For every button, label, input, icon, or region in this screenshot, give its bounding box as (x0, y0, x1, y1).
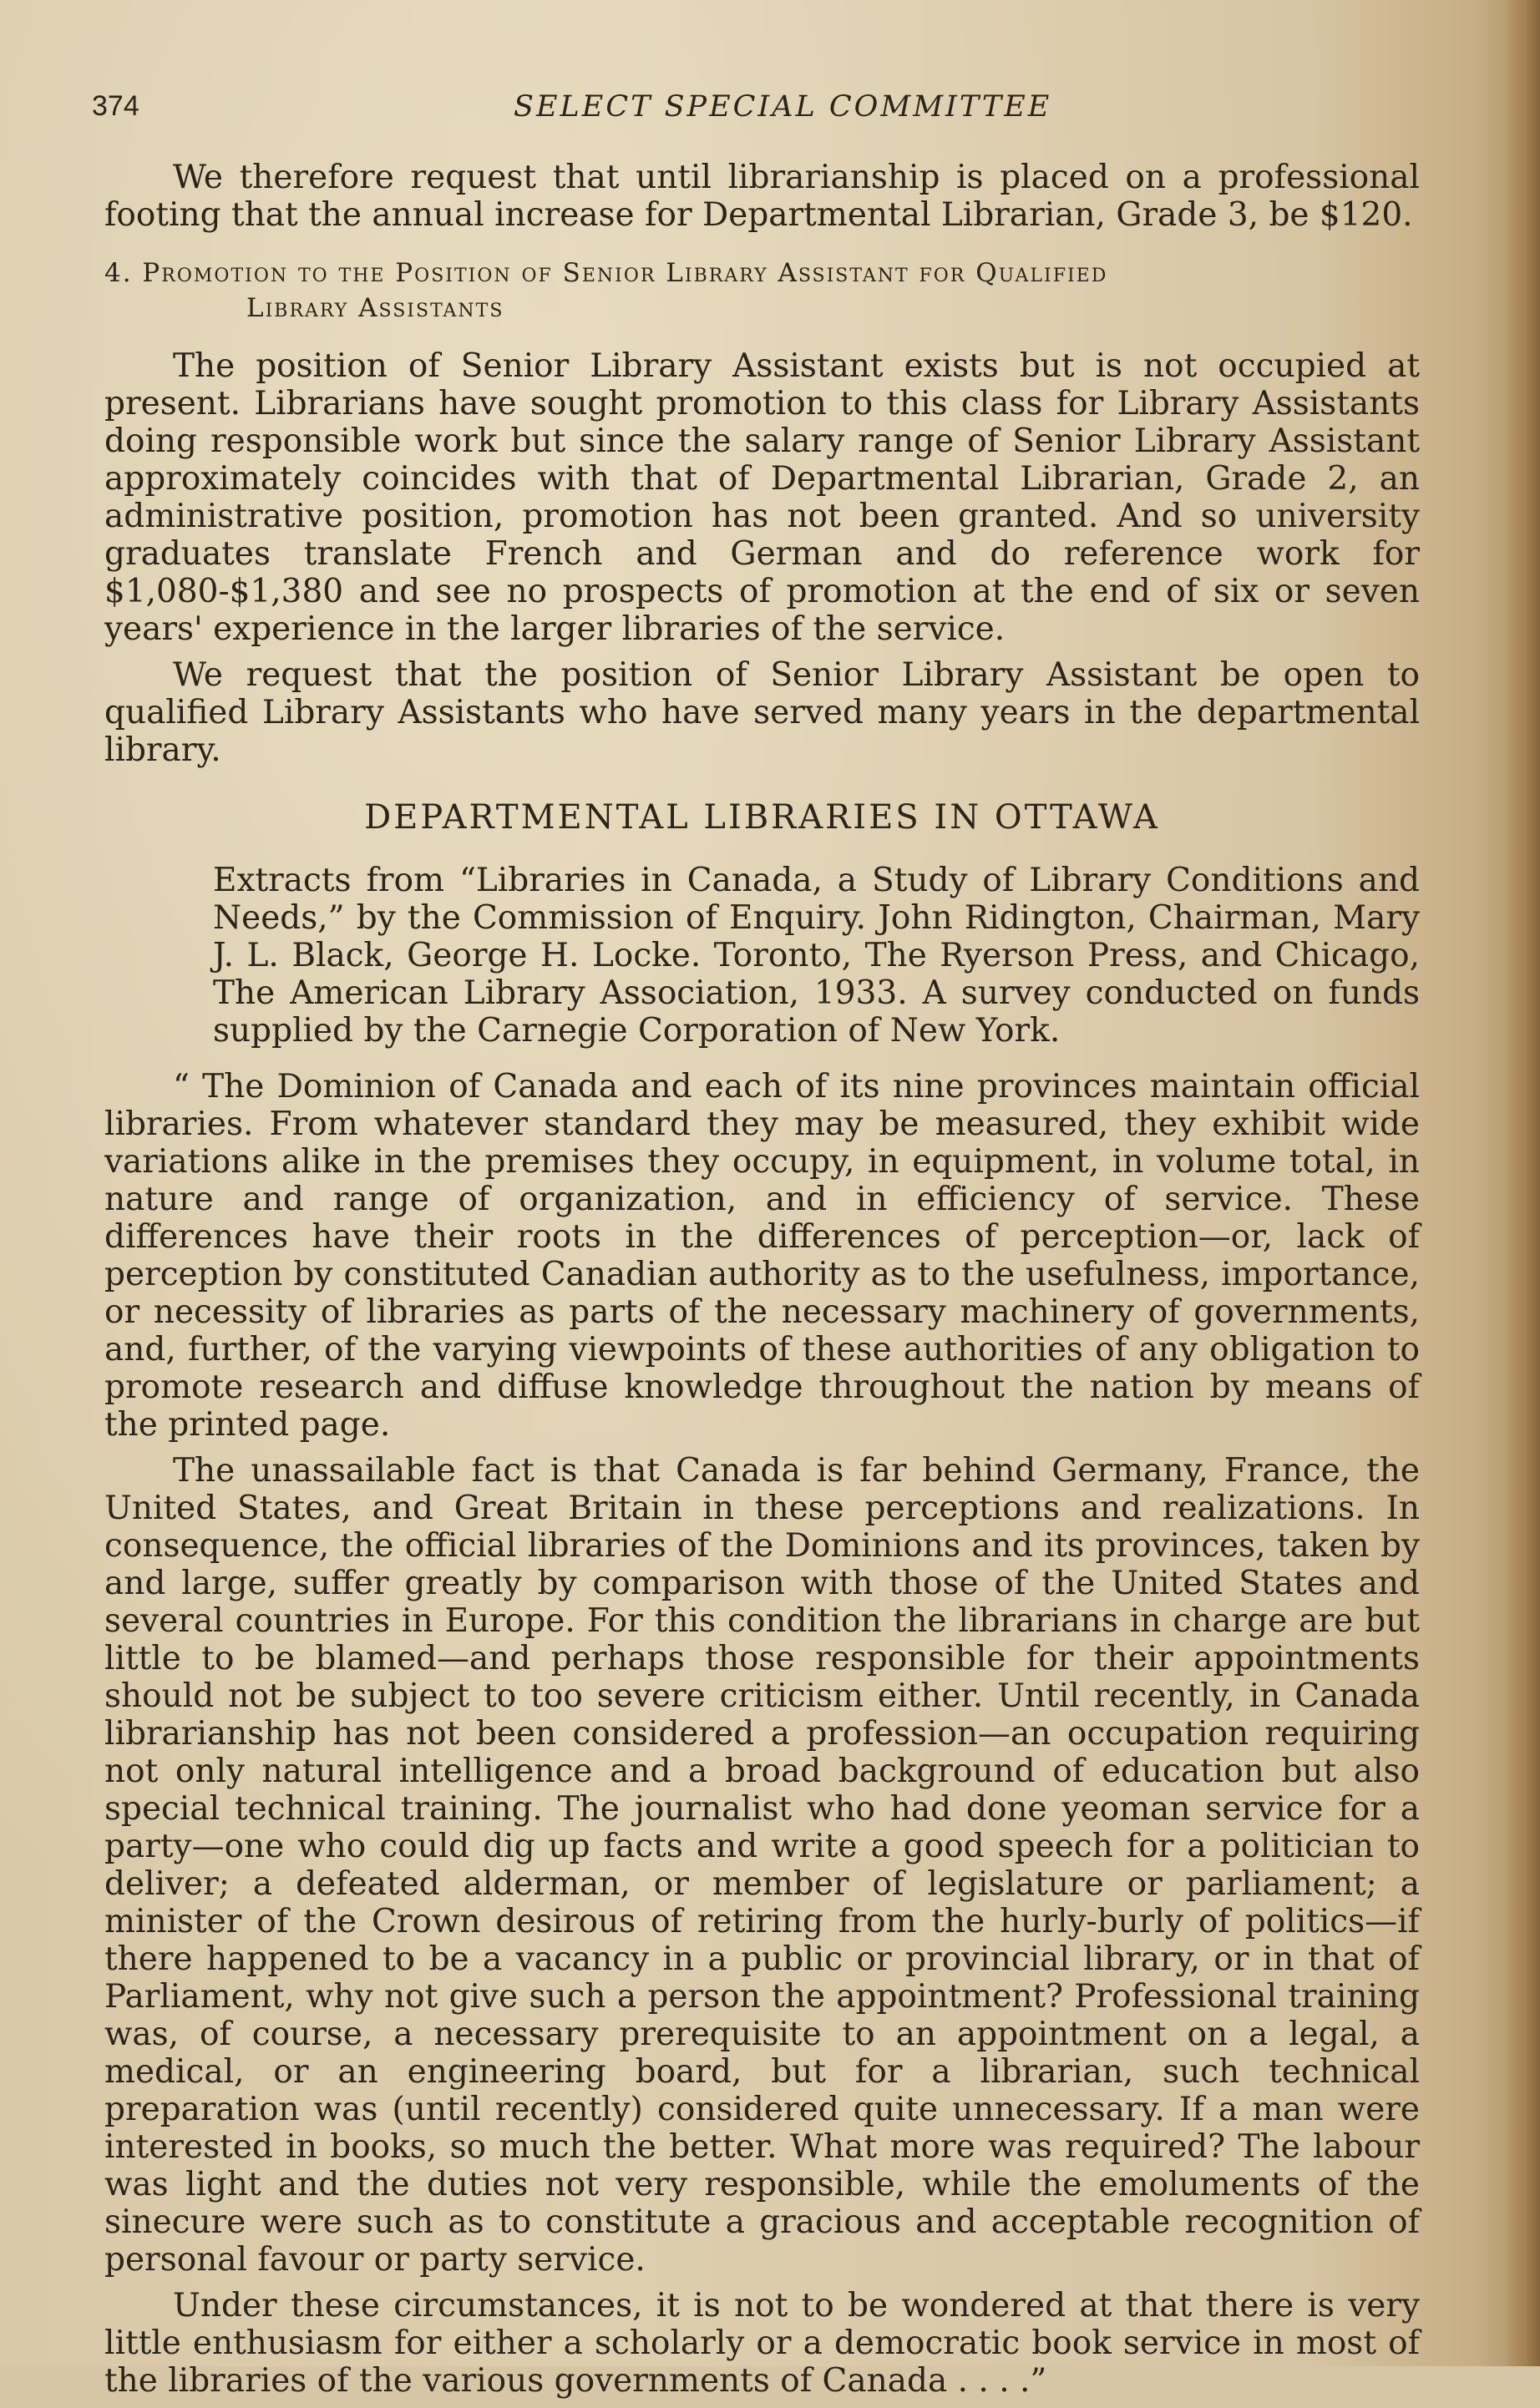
paragraph-request: We request that the position of Senior Library Assistant be open to qualified Library Assistants who have served many years in the departmental library. (104, 656, 1420, 769)
paragraph-senior-assistant: The position of Senior Library Assistant exists but is not occupied at present. Librarians have sought promotion to this class for Library Assistants doing responsible work but since the salary range of Senior Library Assistant approximately coincides with that of Departmental Librarian, Grade 2, an administrative position, promotion has not been granted. And so university graduates translate French and German and do reference work for $1,080-$1,380 and see no prospects of promotion at the end of six or seven years' experience in the larger libraries of the service. (104, 347, 1420, 648)
quote-paragraph-2: The unassailable fact is that Canada is far behind Germany, France, the United States, and Great Britain in these perceptions and realizations. In consequence, the official libraries of the Dominions and its provinces, taken by and large, suffer greatly by comparison with those of the United States and several countries in Europe. For this condition the librarians in charge are but little to be blamed—and perhaps those responsible for their appointments should not be subject to too severe criticism either. Until recently, in Canada librarianship has not been considered a profession—an occupation requiring not only natural intelligence and a broad background of education but also special technical training. The journalist who had done yeoman service for a party—one who could dig up facts and write a good speech for a politician to deliver; a defeated alderman, or member of legislature or parliament; a minister of the Crown desirous of retiring from the hurly-burly of politics—if there happened to be a vacancy in a public or provincial library, or in that of Parliament, why not give such a person the appointment? Professional training was, of course, a necessary prerequisite to an appointment on a legal, a medical, or an engineering board, but for a librarian, such technical preparation was (until recently) considered quite unnecessary. If a man were interested in books, so much the better. What more was required? The labour was light and the duties not very responsible, while the emoluments of the sinecure were such as to constitute a gracious and acceptable recognition of personal favour or party service. (104, 1452, 1420, 2279)
section-title: DEPARTMENTAL LIBRARIES IN OTTAWA (364, 798, 1160, 837)
section-heading-line2: Library Assistants (246, 293, 504, 323)
quote-paragraph-1: “ The Dominion of Canada and each of its nine provinces maintain official libraries. From whatever standard they may be measured, they exhibit wide variations alike in the premises they occupy, in equipment, in volume total, in nature and range of organization, and in efficiency of service. These differences have their roots in the differences of perception—or, lack of perception by constituted Canadian authority as to the usefulness, importance, or necessity of libraries as parts of the necessary machinery of governments, and, further, of the varying viewpoints of these authorities of any obligation to promote research and diffuse knowledge throughout the nation by means of the printed page. (104, 1068, 1420, 1444)
page-number: 374 (92, 90, 139, 122)
running-head: SELECT SPECIAL COMMITTEE (514, 90, 1052, 124)
section-heading-line1: 4. Promotion to the Position of Senior Library Assistant for Qualified (104, 258, 1108, 288)
extract-citation: Extracts from “Libraries in Canada, a Study of Library Conditions and Needs,” by the Commission of Enquiry. John Ridington, Chairman, Mary J. L. Black, George H. Locke. Toronto, The Ryerson Press, and Chicago, The American Library Association, 1933. A survey conducted on funds supplied by the Carnegie Corporation of New York. (213, 862, 1420, 1050)
paragraph-annual-increase: We therefore request that until librarianship is placed on a professional footing that the annual increase for Departmental Librarian, Grade 3, be $120. (104, 159, 1420, 234)
page-header (92, 90, 1428, 132)
quote-paragraph-3: Under these circumstances, it is not to be wondered at that there is very little enthusiasm for either a scholarly or a democratic book service in most of the libraries of the various governments of Canada . . . .” (104, 2287, 1420, 2400)
page-edge-shadow (1505, 0, 1540, 2366)
page-body (104, 159, 1420, 2408)
section-heading-promotion (104, 255, 1420, 326)
